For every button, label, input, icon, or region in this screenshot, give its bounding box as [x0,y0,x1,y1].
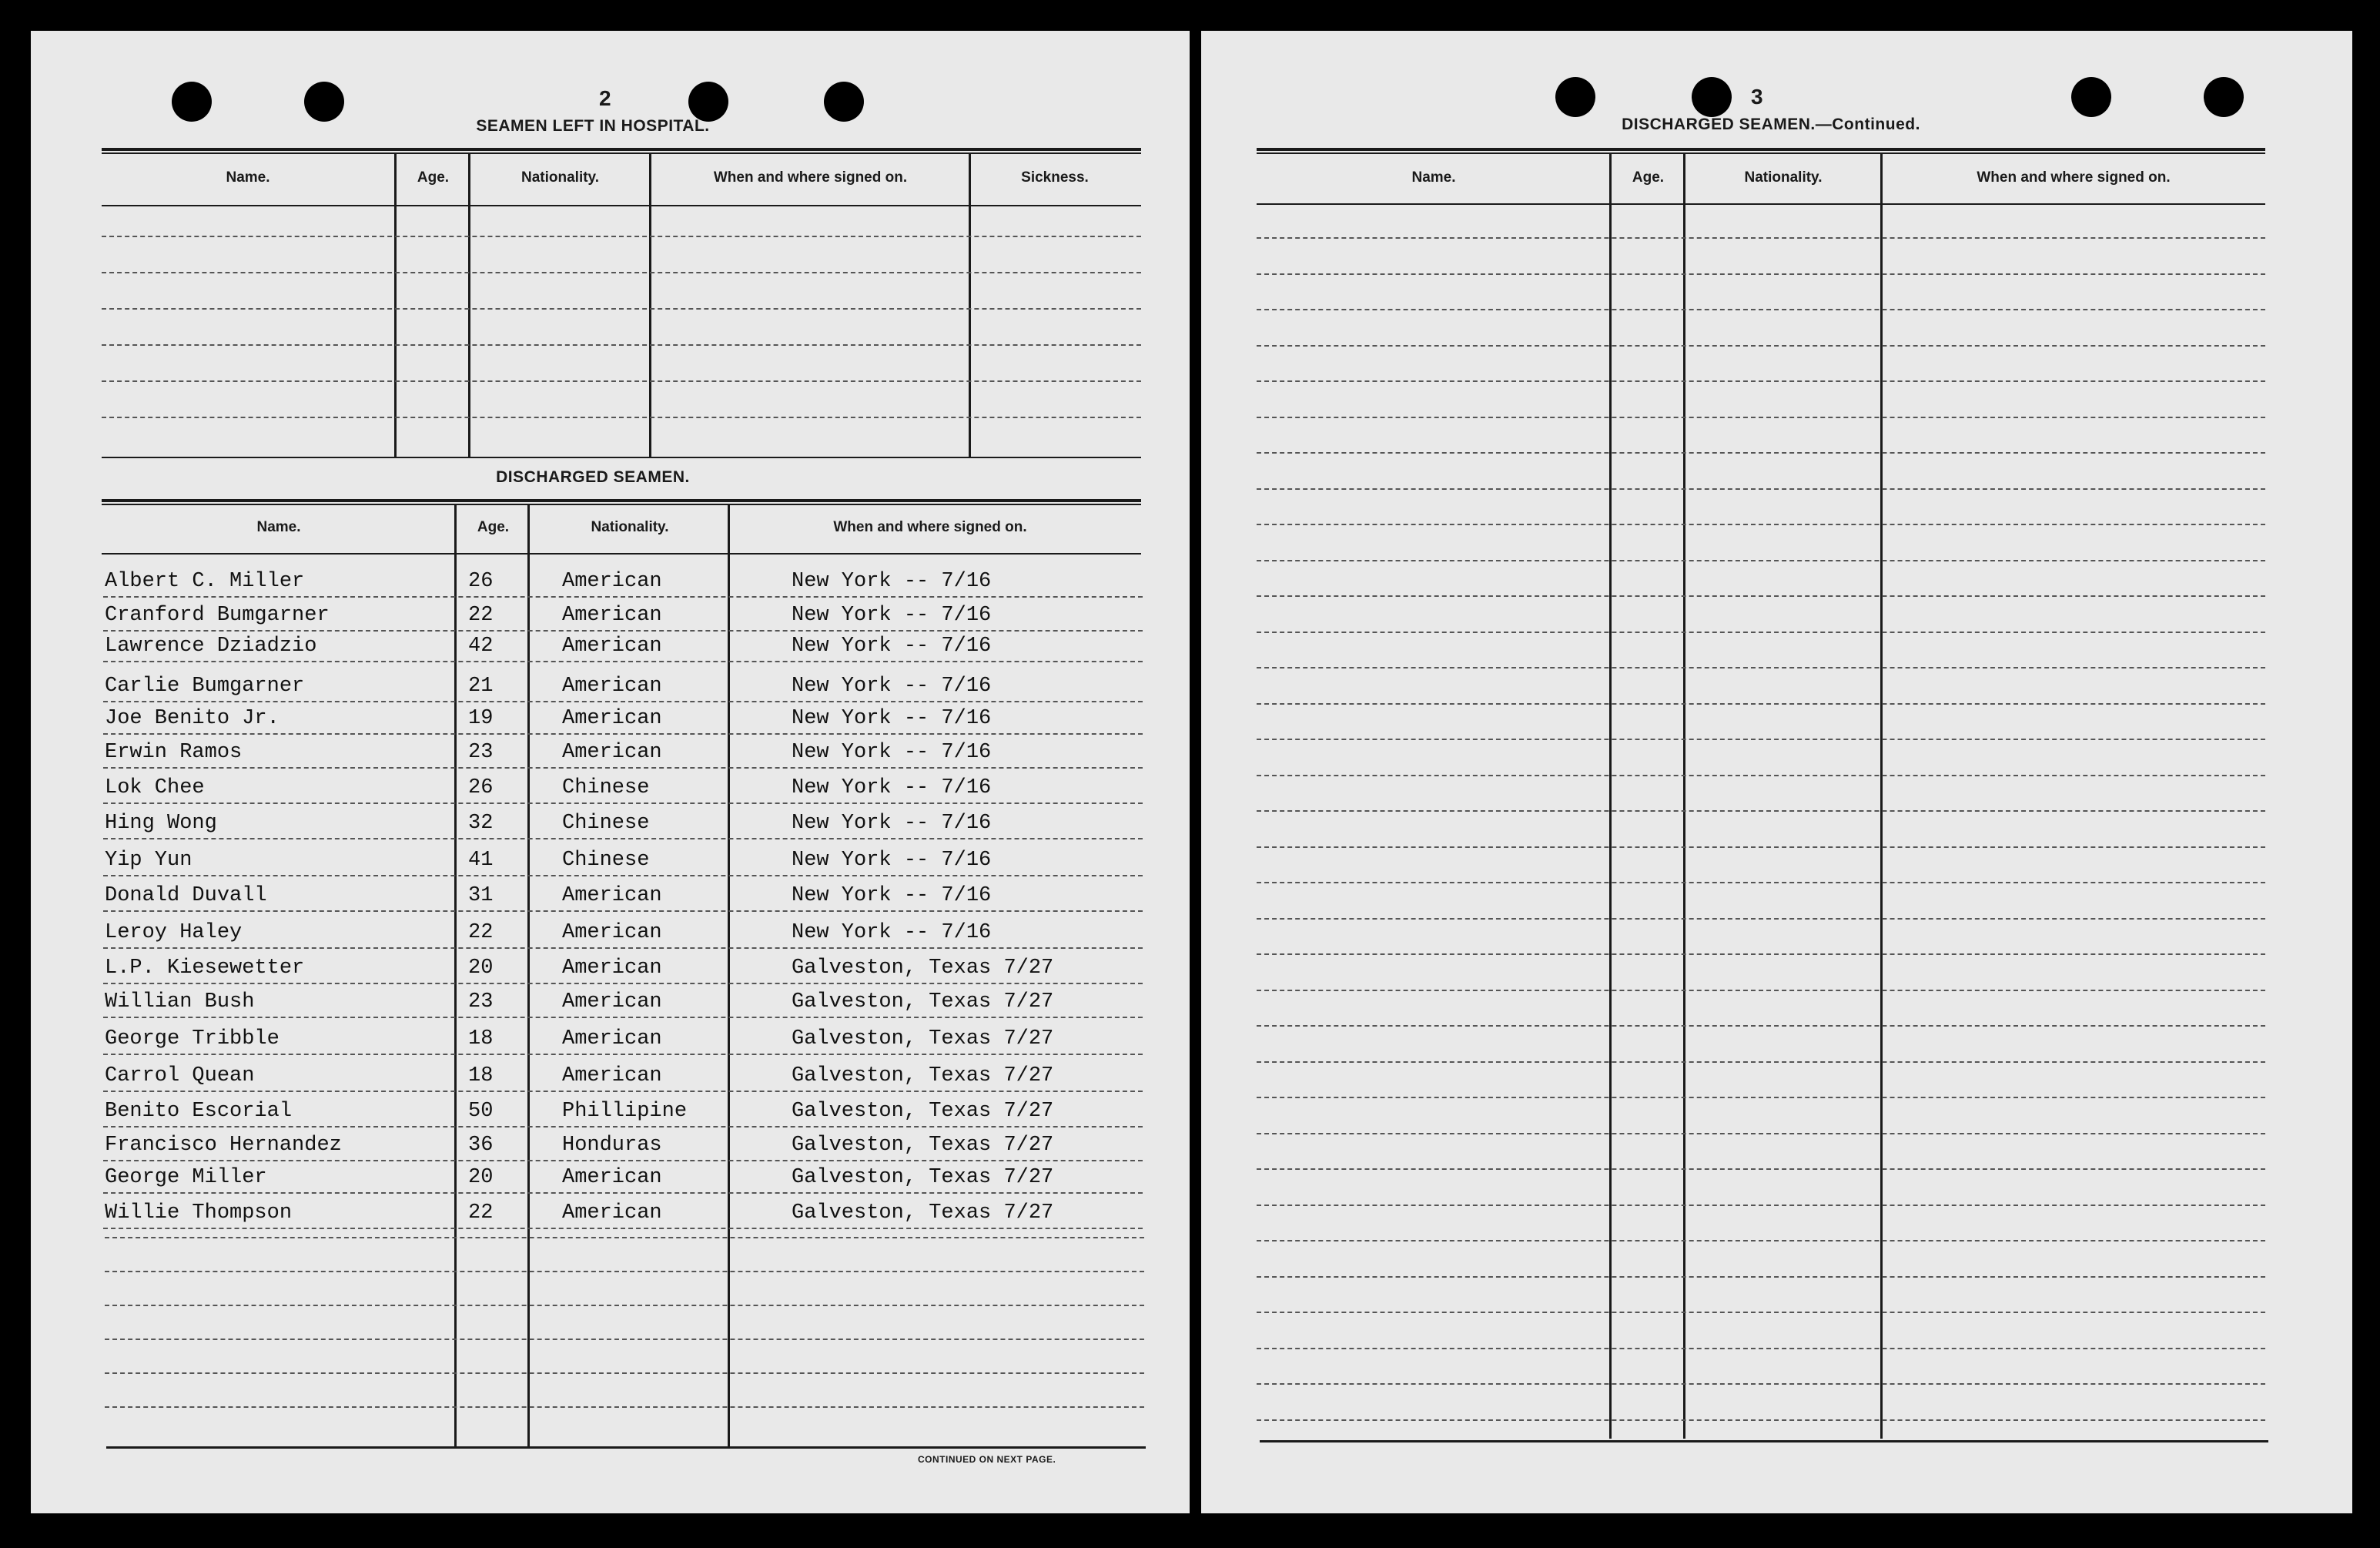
seaman-nationality: American [562,884,662,907]
seaman-age: 18 [468,1027,494,1050]
ruled-line [1257,524,2265,525]
ruled-line [103,1017,1143,1018]
ruled-line [102,308,1141,310]
seaman-nationality: American [562,707,662,730]
seaman-signed-on: New York -- 7/16 [792,570,992,593]
ruled-line [103,1126,1143,1127]
seaman-name: Carlie Bumgarner [105,675,305,698]
ruled-line [1257,810,2265,812]
ruled-line [102,417,1141,418]
right-col-name: Name. [1411,169,1456,186]
ruled-line [105,1271,1144,1272]
seaman-nationality: Honduras [562,1134,662,1157]
seaman-signed-on: Galveston, Texas 7/27 [792,1201,1054,1225]
ruled-line [1257,488,2265,490]
punch-hole [1555,77,1595,117]
seaman-name: Francisco Hernandez [105,1134,342,1157]
ruled-line [102,236,1141,237]
seaman-name: Donald Duvall [105,884,267,907]
seaman-name: Leroy Haley [105,921,243,944]
continued-section-title: DISCHARGED SEAMEN.—Continued. [1622,116,1920,133]
ruled-line [105,1237,1144,1238]
ruled-line [103,1228,1143,1229]
seaman-nationality: American [562,675,662,698]
ruled-line [1257,380,2265,382]
seaman-signed-on: Galveston, Texas 7/27 [792,957,1054,980]
ruled-line [103,767,1143,769]
ruled-line [1257,1025,2265,1027]
ruled-line [103,802,1143,804]
seaman-age: 21 [468,675,494,698]
ruled-line [1257,882,2265,883]
ruled-line [102,272,1141,273]
ruled-line [103,910,1143,912]
seaman-age: 41 [468,849,494,872]
seaman-signed-on: New York -- 7/16 [792,921,992,944]
ruled-line [1257,595,2265,597]
seaman-name: Erwin Ramos [105,741,243,764]
ruled-line [1257,1097,2265,1098]
hospital-col-signed-on: When and where signed on. [713,169,908,186]
punch-hole [304,82,344,122]
ruled-line [1257,1276,2265,1278]
seaman-nationality: American [562,570,662,593]
page-number: 2 [599,86,611,110]
ruled-line [1257,309,2265,310]
seaman-name: Lawrence Dziadzio [105,635,317,658]
ruled-line [1257,953,2265,955]
ruled-line [1257,560,2265,561]
ruled-line [105,1305,1144,1306]
hospital-col-sickness: Sickness. [1021,169,1089,186]
ruled-line [1257,1312,2265,1313]
discharged-col-signed-on: When and where signed on. [833,519,1027,535]
hospital-section-title: SEAMEN LEFT IN HOSPITAL. [476,117,710,135]
seaman-signed-on: Galveston, Texas 7/27 [792,1027,1054,1050]
seaman-signed-on: Galveston, Texas 7/27 [792,1100,1054,1123]
ruled-line [1257,237,2265,239]
seaman-age: 18 [468,1064,494,1087]
seaman-age: 23 [468,990,494,1014]
seaman-nationality: Chinese [562,849,650,872]
seaman-nationality: American [562,741,662,764]
continued-note: CONTINUED ON NEXT PAGE. [918,1454,1056,1465]
seaman-signed-on: New York -- 7/16 [792,675,992,698]
seaman-signed-on: New York -- 7/16 [792,812,992,835]
left-page [31,31,1190,1513]
ruled-line [1257,739,2265,740]
seaman-age: 26 [468,570,494,593]
seaman-nationality: Phillipine [562,1100,688,1123]
hospital-col-age: Age. [417,169,450,186]
seaman-age: 20 [468,957,494,980]
ruled-line [102,344,1141,346]
ruled-line [1257,775,2265,776]
seaman-age: 22 [468,604,494,627]
seaman-age: 20 [468,1166,494,1189]
ruled-line [103,596,1143,598]
seaman-signed-on: New York -- 7/16 [792,776,992,799]
punch-hole [172,82,212,122]
seaman-name: Willie Thompson [105,1201,293,1225]
hospital-col-name: Name. [226,169,270,186]
seaman-age: 42 [468,635,494,658]
seaman-nationality: Chinese [562,812,650,835]
ruled-line [105,1406,1144,1408]
ruled-line [1257,846,2265,848]
punch-hole [688,82,728,122]
punch-hole [824,82,864,122]
right-page [1201,31,2352,1513]
ruled-line [1257,1240,2265,1241]
right-col-age: Age. [1632,169,1665,186]
seaman-name: Lok Chee [105,776,205,799]
ruled-line [1257,1383,2265,1385]
seaman-name: Yip Yun [105,849,192,872]
seaman-name: George Tribble [105,1027,280,1050]
seaman-signed-on: Galveston, Texas 7/27 [792,1064,1054,1087]
ruled-line [105,1339,1144,1340]
seaman-name: Willian Bush [105,990,255,1014]
seaman-name: Benito Escorial [105,1100,293,1123]
punch-hole [2071,77,2111,117]
seaman-nationality: American [562,1201,662,1225]
right-col-signed-on: When and where signed on. [1977,169,2171,186]
ruled-line [1257,703,2265,705]
discharged-col-name: Name. [256,519,301,535]
right-col-nationality: Nationality. [1744,169,1823,186]
ruled-line [1257,632,2265,633]
seaman-age: 26 [468,776,494,799]
seaman-nationality: American [562,1166,662,1189]
seaman-signed-on: New York -- 7/16 [792,741,992,764]
discharged-col-nationality: Nationality. [591,519,669,535]
seaman-age: 32 [468,812,494,835]
seaman-nationality: American [562,604,662,627]
ruled-line [1257,1133,2265,1134]
ruled-line [1257,1168,2265,1170]
seaman-signed-on: New York -- 7/16 [792,707,992,730]
page-number: 3 [1751,85,1763,109]
seaman-age: 22 [468,921,494,944]
hospital-col-nationality: Nationality. [521,169,599,186]
seaman-nationality: American [562,957,662,980]
ruled-line [1257,667,2265,668]
seaman-age: 31 [468,884,494,907]
ruled-line [103,838,1143,839]
punch-hole [1692,77,1732,117]
ruled-line [1257,417,2265,418]
seaman-nationality: American [562,1027,662,1050]
ruled-line [1257,1419,2265,1421]
ruled-line [103,1192,1143,1194]
ruled-line [105,1372,1144,1374]
ruled-line [103,630,1143,632]
seaman-age: 36 [468,1134,494,1157]
seaman-name: L.P. Kiesewetter [105,957,305,980]
seaman-signed-on: Galveston, Texas 7/27 [792,990,1054,1014]
seaman-nationality: Chinese [562,776,650,799]
seaman-name: Carrol Quean [105,1064,255,1087]
seaman-signed-on: New York -- 7/16 [792,604,992,627]
seaman-signed-on: Galveston, Texas 7/27 [792,1134,1054,1157]
seaman-signed-on: New York -- 7/16 [792,884,992,907]
ruled-line [103,1054,1143,1055]
ruled-line [1257,990,2265,991]
seaman-name: Albert C. Miller [105,570,305,593]
discharged-section-title: DISCHARGED SEAMEN. [496,468,690,486]
ruled-line [1257,273,2265,275]
seaman-signed-on: Galveston, Texas 7/27 [792,1166,1054,1189]
ruled-line [1257,1061,2265,1063]
seaman-signed-on: New York -- 7/16 [792,635,992,658]
seaman-age: 19 [468,707,494,730]
ruled-line [102,380,1141,382]
seaman-age: 22 [468,1201,494,1225]
ruled-line [103,661,1143,662]
ruled-line [1257,452,2265,454]
ruled-line [1257,918,2265,920]
seaman-name: George Miller [105,1166,267,1189]
seaman-name: Cranford Bumgarner [105,604,330,627]
seaman-nationality: American [562,990,662,1014]
ruled-line [103,701,1143,702]
discharged-col-age: Age. [477,519,510,535]
ruled-line [103,1160,1143,1161]
ruled-line [1257,345,2265,347]
seaman-age: 50 [468,1100,494,1123]
punch-hole [2204,77,2244,117]
ruled-line [1257,1205,2265,1206]
seaman-name: Hing Wong [105,812,217,835]
ruled-line [103,1091,1143,1092]
seaman-signed-on: New York -- 7/16 [792,849,992,872]
ruled-line [103,875,1143,876]
seaman-nationality: American [562,1064,662,1087]
ruled-line [1257,1348,2265,1349]
ruled-line [103,947,1143,949]
seaman-name: Joe Benito Jr. [105,707,280,730]
seaman-nationality: American [562,921,662,944]
ruled-line [103,983,1143,984]
seaman-age: 23 [468,741,494,764]
seaman-nationality: American [562,635,662,658]
ruled-line [103,733,1143,735]
